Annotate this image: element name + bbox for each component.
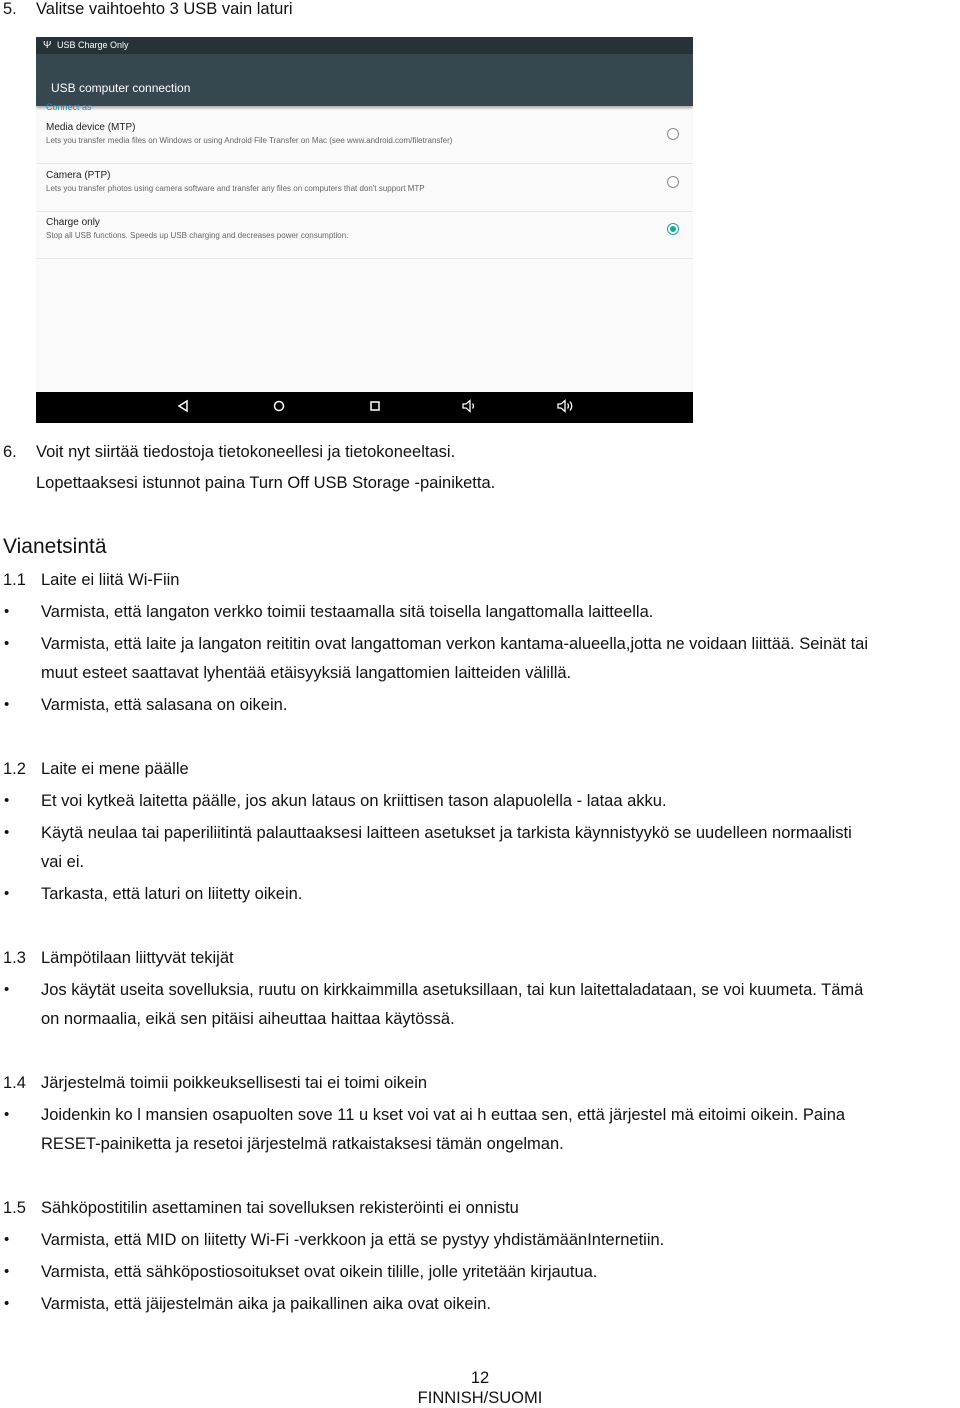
usb-settings-screenshot [36,37,693,423]
option-subtitle: Lets you transfer media files on Windows or using Android File Transfer on Mac (see www.android.com/filetransfer) [46,136,453,145]
bullet-icon: • [4,1106,10,1123]
subsection-title: Sähköpostitilin asettaminen tai sovelluksen rekisteröinti ei onnistu [41,1199,519,1217]
option-ptp[interactable] [36,164,693,212]
navigation-bar [36,392,693,423]
step-text: Voit nyt siirtää tiedostoja tietokoneellesi ja tietokoneeltasi. [36,443,456,461]
bullet-text: Varmista, että MID on liitetty Wi-Fi -verkkoon ja että se pystyy yhdistämäänInternetiin. [41,1231,665,1249]
bullet-icon: • [4,824,10,841]
bullet-text: muut esteet saattavat lyhentää etäisyyksiä langattomien laitteiden välillä. [41,664,572,682]
recents-icon[interactable] [368,399,382,413]
bullet-icon: • [4,603,10,620]
option-charge-only[interactable] [36,211,693,259]
bullet-text: Varmista, että langaton verkko toimii testaamalla sitä toisella langattomalla laitteella. [41,603,654,621]
subsection-number: 1.5 [3,1199,26,1217]
option-title: Charge only [46,217,100,228]
back-icon[interactable] [176,399,190,413]
option-title: Media device (MTP) [46,122,136,133]
subsection-number: 1.2 [3,760,26,778]
bullet-icon: • [4,696,10,713]
subsection-number: 1.4 [3,1074,26,1092]
option-mtp[interactable] [36,116,693,164]
option-title: Camera (PTP) [46,170,111,181]
bullet-icon: • [4,635,10,652]
option-subtitle: Lets you transfer photos using camera software and transfer any files on computers that don't support MTP [46,184,425,193]
step-number: 6. [3,443,17,461]
step-number: 5. [3,0,17,18]
footer-language: FINNISH/SUOMI [417,1389,543,1407]
usb-icon: Ψ [43,40,52,51]
bullet-icon: • [4,885,10,902]
bullet-text: Et voi kytkeä laitetta päälle, jos akun lataus on kriittisen tason alapuolella - lataa akku. [41,792,667,810]
subsection-title: Lämpötilaan liittyvät tekijät [41,949,234,967]
bullet-text: vai ei. [41,853,85,871]
bullet-text: Varmista, että sähköpostiosoitukset ovat oikein tilille, jolle yritetään kirjautua. [41,1263,598,1281]
bullet-icon: • [4,792,10,809]
screen-title: USB computer connection [51,81,191,95]
subsection-title: Laite ei liitä Wi-Fiin [41,571,180,589]
step-text: Valitse vaihtoehto 3 USB vain laturi [36,0,293,18]
bullet-text: on normaalia, eikä sen pitäisi aiheuttaa haittaa käytössä. [41,1010,455,1028]
bullet-text: Tarkasta, että laturi on liitetty oikein. [41,885,303,903]
section-header: Connect as [46,102,92,112]
volume-down-icon[interactable] [462,399,480,413]
step-text: Lopettaaksesi istunnot paina Turn Off USB Storage -painiketta. [36,474,496,492]
status-text: USB Charge Only [57,40,129,50]
bullet-text: Varmista, että laite ja langaton reititin ovat langattoman verkon kantama-alueella,jotta ne voidaan liittää. Seinät tai [41,635,869,653]
option-subtitle: Stop all USB functions. Speeds up USB charging and decreases power consumption. [46,231,349,240]
bullet-text: Joidenkin ko l mansien osapuolten sove 11 u kset voi vat ai h euttaa sen, että järjestel mä eitoimi oikein. Paina [41,1106,846,1124]
bullet-text: Jos käytät useita sovelluksia, ruutu on kirkkaimmilla asetuksillaan, tai kun laitettaladataan, se voi kuumeta. Tämä [41,981,864,999]
bullet-icon: • [4,1295,10,1312]
app-bar [36,54,693,106]
home-icon[interactable] [272,399,286,413]
bullet-text: Varmista, että jäijestelmän aika ja paikallinen aika ovat oikein. [41,1295,492,1313]
subsection-number: 1.1 [3,571,26,589]
bullet-icon: • [4,981,10,998]
status-bar [36,37,693,54]
subsection-title: Laite ei mene päälle [41,760,189,778]
bullet-icon: • [4,1263,10,1280]
subsection-number: 1.3 [3,949,26,967]
bullet-text: RESET-painiketta ja resetoi järjestelmä ratkaistaksesi tämän ongelman. [41,1135,564,1153]
volume-up-icon[interactable] [557,399,577,413]
bullet-icon: • [4,1231,10,1248]
bullet-text: Käytä neulaa tai paperiliitintä palauttaaksesi laitteen asetukset ja tarkista käynnistyykö se uudelleen normaalisti [41,824,852,842]
radio-button-selected[interactable] [667,223,679,235]
bullet-text: Varmista, että salasana on oikein. [41,696,288,714]
subsection-title: Järjestelmä toimii poikkeuksellisesti tai ei toimi oikein [41,1074,428,1092]
radio-button[interactable] [667,176,679,188]
page-number: 12 [470,1369,490,1387]
section-heading: Vianetsintä [3,535,107,558]
radio-button[interactable] [667,128,679,140]
